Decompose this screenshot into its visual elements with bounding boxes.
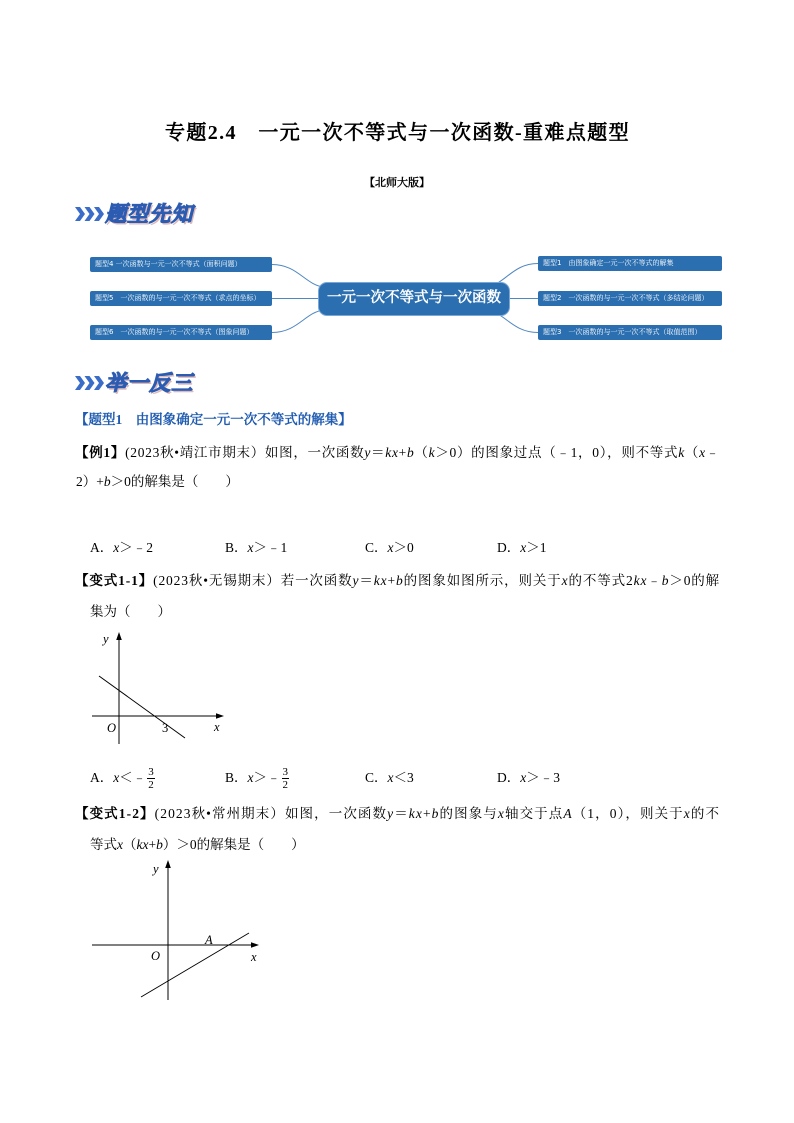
math-variable: x bbox=[561, 573, 569, 588]
text-run: ＞﹣1 bbox=[253, 540, 288, 555]
text-run: ＞1 bbox=[526, 540, 547, 555]
text-run: ＞﹣3 bbox=[526, 770, 560, 785]
math-variable: x bbox=[113, 770, 120, 785]
text-run: ＜﹣ bbox=[119, 770, 147, 785]
text-run: ＜3 bbox=[393, 770, 414, 785]
text-run: B． bbox=[225, 540, 248, 555]
mindmap-topic-2: 题型2 一次函数的与一元一次不等式（多结论问题） bbox=[538, 291, 722, 306]
page-title: 专题2.4 一元一次不等式与一次函数-重难点题型 bbox=[165, 122, 630, 144]
text-run: ＝ bbox=[359, 573, 374, 588]
origin-label: O bbox=[107, 721, 117, 735]
text-run: D． bbox=[497, 770, 521, 785]
edition-label: 【北师大版】 bbox=[364, 177, 430, 189]
math-variable: x bbox=[113, 540, 120, 555]
text-run: 的不等式2 bbox=[568, 573, 634, 588]
math-variable: kx bbox=[385, 445, 399, 460]
math-variable: A bbox=[563, 806, 573, 821]
text-run: A． bbox=[90, 540, 114, 555]
variant-1-1-option-b bbox=[225, 765, 290, 791]
mindmap-topic-6: 题型6 一次函数的与一元一次不等式（图象问题） bbox=[90, 325, 272, 340]
origin-label: O bbox=[151, 949, 161, 963]
banner-practice bbox=[75, 369, 198, 397]
example-1-option-a bbox=[90, 538, 153, 558]
text-run: (2023秋•常州期末）如图，一次函数 bbox=[154, 806, 388, 821]
text-run: 的不 bbox=[690, 806, 721, 821]
y-axis-arrow bbox=[116, 632, 122, 640]
fraction-numerator: 3 bbox=[282, 766, 289, 779]
text-run: (2023秋•靖江市期末）如图，一次函数 bbox=[125, 445, 365, 460]
math-variable: x bbox=[683, 806, 691, 821]
math-variable: x bbox=[520, 540, 527, 555]
mindmap-topic-5: 题型5 一次函数的与一元一次不等式（求点的坐标） bbox=[90, 291, 272, 306]
text-run: + bbox=[422, 806, 432, 821]
y-axis-arrow bbox=[165, 860, 171, 868]
text-run: + bbox=[148, 837, 157, 852]
section-heading: 【题型1 由图象确定一元一次不等式的解集】 bbox=[75, 412, 352, 427]
banner-preview-title: 题型先知 bbox=[104, 202, 198, 226]
math-variable: b bbox=[156, 837, 163, 852]
text-run: (2023秋•无锡期末）若一次函数 bbox=[153, 573, 353, 588]
text-run: （ bbox=[414, 445, 429, 460]
text-run: 的图象如图所示，则关于 bbox=[403, 573, 562, 588]
variant-1-2-stem-line-1 bbox=[75, 804, 720, 824]
variant-1-1-stem-line-2 bbox=[90, 602, 171, 622]
text-run: （ bbox=[123, 837, 137, 852]
math-variable: kx bbox=[136, 837, 149, 852]
mindmap-topic-3: 题型3 一次函数的与一元一次不等式（取值范围） bbox=[538, 325, 722, 340]
x-axis-arrow bbox=[216, 713, 224, 719]
variant-1-1-option-d bbox=[497, 765, 560, 791]
banner-preview bbox=[75, 200, 198, 228]
math-variable: b bbox=[395, 573, 404, 588]
example-1-option-c bbox=[365, 538, 414, 558]
text-run: ﹣ bbox=[705, 445, 720, 460]
y-axis-label: y bbox=[153, 862, 159, 876]
question-tag: 【变式1-1】 bbox=[75, 573, 154, 588]
text-run: ＝ bbox=[394, 806, 409, 821]
math-variable: y bbox=[364, 445, 372, 460]
mindmap-center: 一元一次不等式与一次函数 bbox=[318, 282, 510, 316]
text-run: ＞0）的图象过点（﹣1，0），则不等式 bbox=[435, 445, 679, 460]
math-variable: x bbox=[247, 770, 254, 785]
math-variable: b bbox=[406, 445, 415, 460]
example-1-stem-line-2 bbox=[76, 472, 239, 492]
fraction-denominator: 2 bbox=[282, 779, 289, 792]
math-variable: kx bbox=[408, 806, 423, 821]
text-run: ）＞0的解集是（ ） bbox=[162, 837, 305, 852]
math-variable: x bbox=[387, 540, 394, 555]
text-run: 的图象与 bbox=[439, 806, 498, 821]
variant-1-1-stem-line-1 bbox=[75, 571, 720, 591]
variant-1-2-stem-line-2 bbox=[90, 835, 305, 855]
text-run: （ bbox=[684, 445, 700, 460]
example-1-option-b bbox=[225, 538, 287, 558]
math-variable: x bbox=[497, 806, 505, 821]
math-variable: k bbox=[678, 445, 685, 460]
text-run: （1，0），则关于 bbox=[572, 806, 684, 821]
question-tag: 【例1】 bbox=[75, 445, 126, 460]
text-run: ＞﹣ bbox=[253, 770, 281, 785]
fraction-numerator: 3 bbox=[148, 766, 154, 779]
math-variable: x bbox=[117, 837, 123, 852]
question-tag: 【变式1-2】 bbox=[75, 806, 155, 821]
text-run: ﹣ bbox=[647, 573, 662, 588]
math-variable: x bbox=[247, 540, 254, 555]
banner-practice-title: 举一反三 bbox=[104, 371, 198, 395]
text-run: 轴交于点 bbox=[504, 806, 564, 821]
text-run: 集为（ ） bbox=[90, 604, 171, 619]
text-run: ＞﹣2 bbox=[119, 540, 153, 555]
variant-1-1-option-c bbox=[365, 765, 414, 791]
x-axis-arrow bbox=[251, 942, 259, 948]
text-run: ＞0的解集是（ ） bbox=[110, 474, 239, 489]
text-run: 等式 bbox=[90, 837, 117, 852]
fraction bbox=[282, 766, 290, 791]
text-run: D． bbox=[497, 540, 521, 555]
math-variable: x bbox=[699, 445, 706, 460]
math-variable: b bbox=[661, 573, 670, 588]
x-intercept-label: 3 bbox=[162, 721, 169, 735]
fraction-denominator: 2 bbox=[148, 779, 154, 792]
text-run: A． bbox=[90, 770, 114, 785]
y-axis-label: y bbox=[103, 632, 109, 646]
math-variable: b bbox=[431, 806, 440, 821]
math-variable: b bbox=[103, 474, 111, 489]
math-variable: k bbox=[428, 445, 436, 460]
math-variable: kx bbox=[373, 573, 388, 588]
text-run: + bbox=[387, 573, 396, 588]
triple-chevron-icon bbox=[75, 375, 104, 391]
example-1-option-d bbox=[497, 538, 547, 558]
math-variable: x bbox=[387, 770, 394, 785]
text-run: C． bbox=[365, 770, 388, 785]
math-variable: kx bbox=[633, 573, 648, 588]
triple-chevron-icon bbox=[75, 206, 104, 222]
mindmap-topic-4: 题型4 一次函数与一元一次不等式（面积问题） bbox=[90, 257, 272, 272]
mindmap-topic-1: 题型1 由图象确定一元一次不等式的解集 bbox=[538, 256, 722, 271]
variant-1-1-figure bbox=[85, 625, 235, 750]
text-run: ＞0的解 bbox=[669, 573, 721, 588]
variant-1-2-figure bbox=[85, 855, 265, 1005]
variant-1-1-option-a bbox=[90, 765, 156, 791]
math-variable: x bbox=[520, 770, 527, 785]
math-variable: y bbox=[387, 806, 395, 821]
connector-left-3 bbox=[272, 310, 324, 333]
text-run: ＞0 bbox=[393, 540, 414, 555]
text-run: B． bbox=[225, 770, 248, 785]
point-a-label: A bbox=[205, 933, 213, 947]
connector-left-1 bbox=[272, 265, 324, 288]
text-run: 2）+ bbox=[76, 474, 104, 489]
x-axis-label: x bbox=[251, 950, 257, 964]
text-run: ＝ bbox=[371, 445, 386, 460]
text-run: C． bbox=[365, 540, 388, 555]
text-run: + bbox=[398, 445, 407, 460]
example-1-stem-line-1 bbox=[75, 443, 720, 463]
math-variable: y bbox=[352, 573, 360, 588]
function-line bbox=[141, 933, 249, 997]
fraction bbox=[147, 766, 155, 791]
x-axis-label: x bbox=[214, 720, 220, 734]
